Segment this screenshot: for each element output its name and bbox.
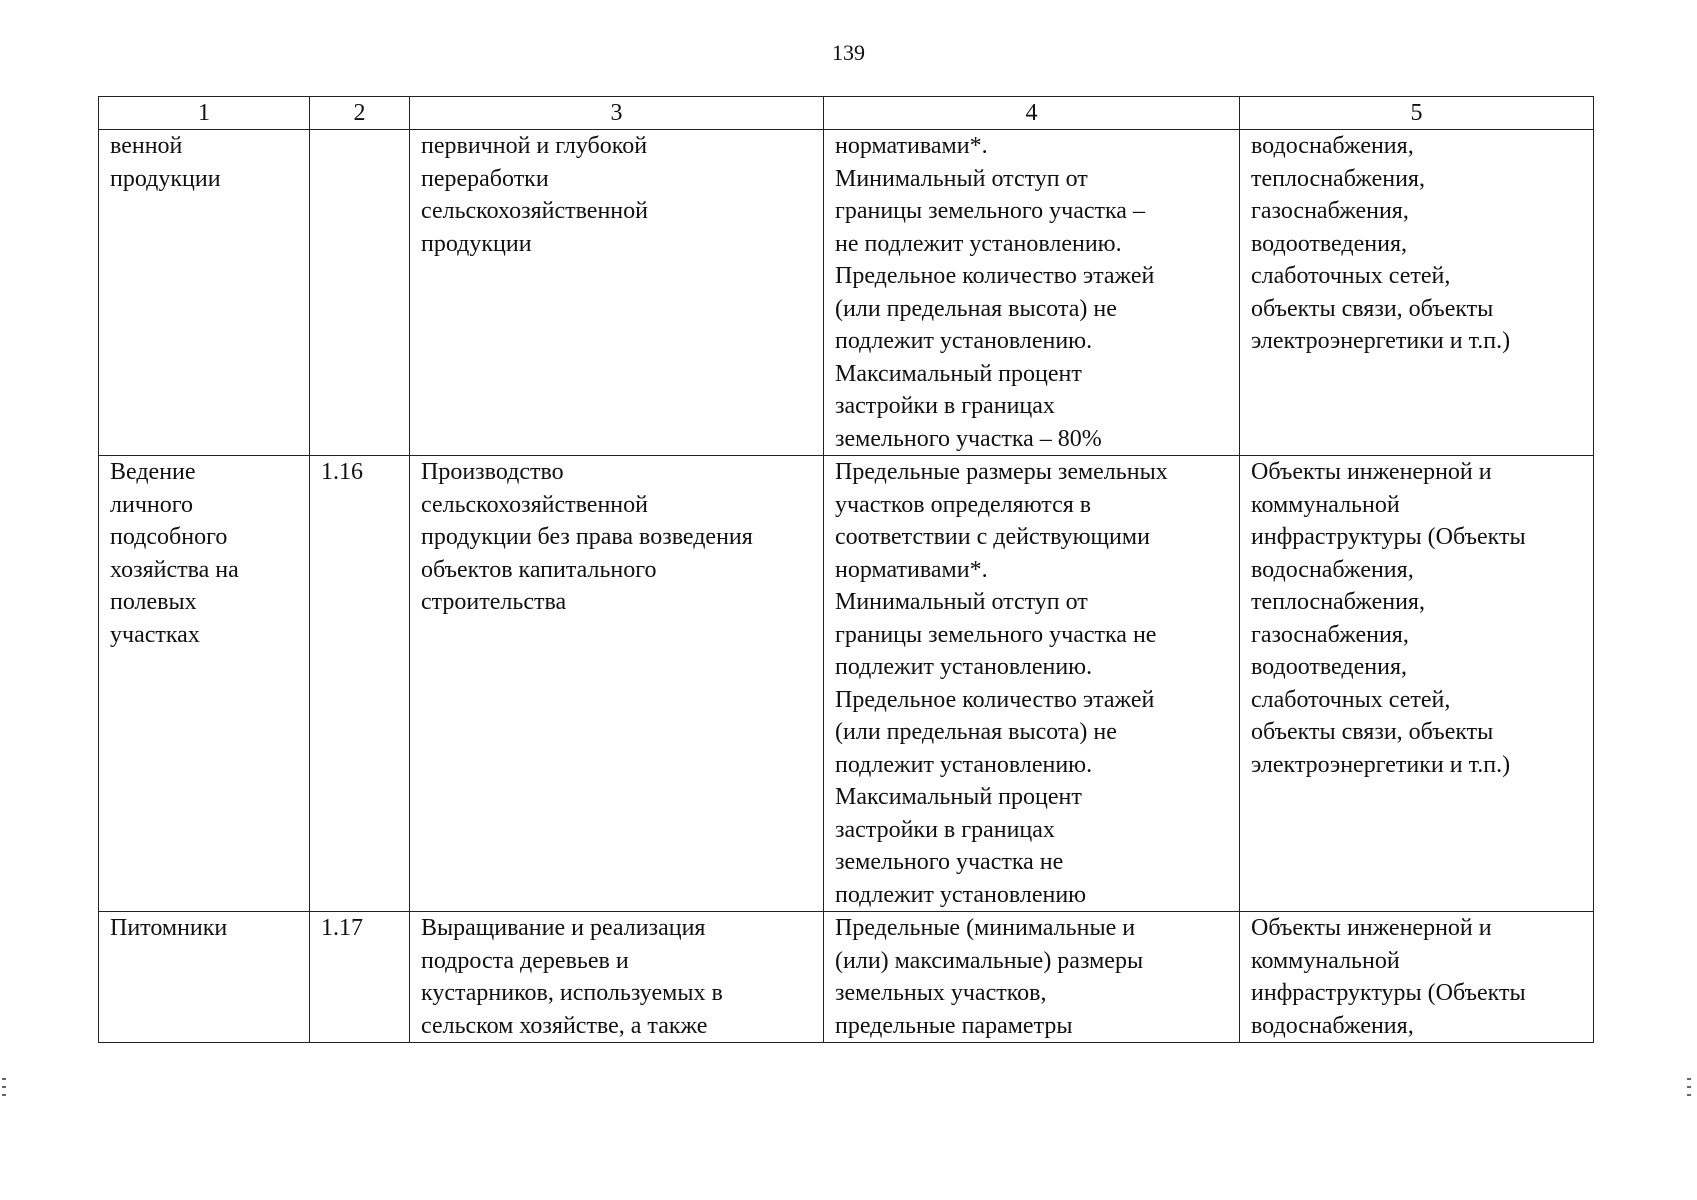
parameters-cell	[824, 456, 1240, 912]
cell-text-line: водоотведения,	[1251, 654, 1407, 680]
cell-text-line: предельные параметры	[835, 1012, 1073, 1039]
cell-text-line: земельных участков,	[835, 980, 1047, 1006]
cell-text-line: подсобного	[110, 524, 228, 550]
infrastructure-cell	[1240, 912, 1594, 1043]
infrastructure-cell	[1240, 456, 1594, 912]
cell-text-line: Предельные (минимальные и	[835, 915, 1136, 941]
scan-artifact-right	[1687, 1086, 1691, 1088]
cell-text-line: водоснабжения,	[1251, 556, 1414, 583]
cell-text-line: газоснабжения,	[1251, 621, 1409, 648]
cell-text-line: Минимальный отступ от	[835, 165, 1088, 192]
cell-text-line: Питомники	[110, 915, 228, 941]
cell-text-line: подлежит установлению.	[835, 654, 1093, 680]
cell-text-line: газоснабжения,	[1251, 198, 1409, 224]
cell-text-line: слаботочных сетей,	[1251, 263, 1451, 289]
table-row	[99, 912, 1594, 1043]
scan-artifact-right	[1687, 1094, 1691, 1096]
infrastructure-cell	[1240, 130, 1594, 456]
parameters-cell	[824, 912, 1240, 1043]
cell-text-line: продукции	[110, 165, 221, 192]
cell-text-line: водоотведения,	[1251, 230, 1407, 257]
cell-text-line: подлежит установлению.	[835, 751, 1093, 778]
cell-text-line: хозяйства на	[110, 556, 239, 583]
cell-text-line: Предельное количество этажей	[835, 263, 1155, 289]
cell-text-line: подроста деревьев и	[421, 947, 629, 974]
column-header: 5	[1240, 97, 1594, 130]
cell-text-line: земельного участка не	[835, 849, 1064, 875]
cell-text-line: нормативами*.	[835, 133, 988, 159]
cell-text-line: инфраструктуры (Объекты	[1251, 524, 1526, 550]
cell-text-line: земельного участка – 80%	[835, 425, 1102, 452]
scan-artifact-left	[2, 1086, 6, 1088]
page-number: 139	[832, 40, 865, 65]
cell-text-line: сельскохозяйственной	[421, 198, 648, 224]
column-header: 3	[410, 97, 824, 130]
cell-text-line: (или) максимальные) размеры	[835, 947, 1144, 974]
cell-text-line: слаботочных сетей,	[1251, 686, 1451, 713]
cell-text-line: (или предельная высота) не	[835, 295, 1117, 322]
cell-text-line: коммунальной	[1251, 947, 1400, 974]
description-cell	[410, 130, 824, 456]
scan-artifact-left	[2, 1078, 6, 1080]
parameters-cell	[824, 130, 1240, 456]
cell-text-line: Минимальный отступ от	[835, 589, 1088, 615]
cell-text-line: электроэнергетики и т.п.)	[1251, 328, 1511, 354]
cell-text-line: объекты связи, объекты	[1251, 295, 1494, 322]
cell-text-line: 1.16	[321, 459, 363, 485]
cell-text-line: границы земельного участка –	[835, 198, 1145, 224]
cell-text-line: Предельное количество этажей	[835, 686, 1155, 713]
cell-text-line: теплоснабжения,	[1251, 165, 1425, 192]
cell-text-line: Производство	[421, 459, 564, 485]
code-cell	[310, 912, 410, 1043]
land-use-type-cell	[99, 130, 310, 456]
cell-text-line: инфраструктуры (Объекты	[1251, 980, 1526, 1006]
cell-text-line: личного	[110, 491, 193, 518]
cell-text-line: продукции	[421, 230, 532, 257]
cell-text-line: водоснабжения,	[1251, 1012, 1414, 1039]
cell-text-line: нормативами*.	[835, 556, 988, 583]
code-cell	[310, 456, 410, 912]
cell-text-line: полевых	[110, 589, 197, 615]
cell-text-line: строительства	[421, 589, 567, 615]
cell-text-line: продукции без права возведения	[421, 524, 753, 550]
table-header-row	[99, 97, 1594, 130]
table-row	[99, 456, 1594, 912]
cell-text-line: объектов капитального	[421, 556, 657, 583]
cell-text-line: Максимальный процент	[835, 360, 1082, 387]
cell-text-line: (или предельная высота) не	[835, 719, 1117, 745]
cell-text-line: застройки в границах	[835, 816, 1055, 843]
column-header: 4	[824, 97, 1240, 130]
cell-text-line: не подлежит установлению.	[835, 230, 1122, 257]
cell-text-line: подлежит установлению.	[835, 328, 1093, 354]
cell-text-line: теплоснабжения,	[1251, 589, 1425, 615]
cell-text-line: сельском хозяйстве, а также	[421, 1012, 708, 1039]
column-header: 2	[310, 97, 410, 130]
scan-artifact-right	[1687, 1078, 1691, 1080]
cell-text-line: Объекты инженерной и	[1251, 915, 1492, 941]
zoning-table	[98, 96, 1594, 1043]
cell-text-line: границы земельного участка не	[835, 621, 1157, 648]
description-cell	[410, 912, 824, 1043]
cell-text-line: Выращивание и реализация	[421, 915, 706, 941]
column-header: 1	[99, 97, 310, 130]
cell-text-line: Максимальный процент	[835, 784, 1082, 810]
cell-text-line: электроэнергетики и т.п.)	[1251, 751, 1511, 778]
cell-text-line: объекты связи, объекты	[1251, 719, 1494, 745]
code-cell	[310, 130, 410, 456]
cell-text-line: сельскохозяйственной	[421, 491, 648, 518]
cell-text-line: застройки в границах	[835, 393, 1055, 419]
cell-text-line: Объекты инженерной и	[1251, 459, 1492, 485]
cell-text-line: венной	[110, 133, 183, 159]
cell-text-line: участках	[110, 621, 200, 648]
table-row	[99, 130, 1594, 456]
cell-text-line: первичной и глубокой	[421, 133, 648, 159]
cell-text-line: соответствии с действующими	[835, 524, 1150, 550]
scan-artifact-left	[2, 1094, 6, 1096]
cell-text-line: коммунальной	[1251, 491, 1400, 518]
cell-text-line: водоснабжения,	[1251, 133, 1414, 159]
cell-text-line: кустарников, используемых в	[421, 980, 723, 1006]
cell-text-line: Ведение	[110, 459, 196, 485]
cell-text-line: подлежит установлению	[835, 881, 1087, 908]
cell-text-line: переработки	[421, 165, 549, 192]
description-cell	[410, 456, 824, 912]
cell-text-line: Предельные размеры земельных	[835, 459, 1168, 485]
land-use-type-cell	[99, 912, 310, 1043]
cell-text-line: 1.17	[321, 915, 363, 941]
cell-text-line: участков определяются в	[835, 491, 1092, 518]
land-use-type-cell	[99, 456, 310, 912]
